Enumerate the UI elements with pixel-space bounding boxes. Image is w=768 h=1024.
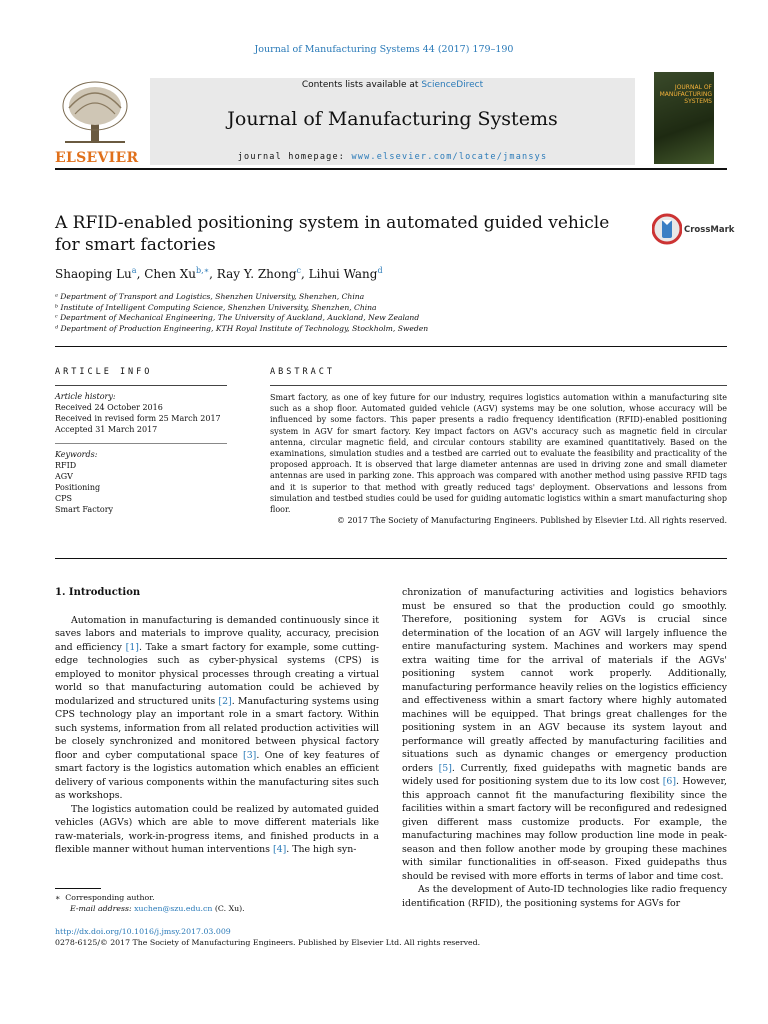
history-entry: Received in revised form 25 March 2017: [55, 414, 221, 423]
citation-link[interactable]: [5]: [438, 762, 452, 774]
abstract-heading: ABSTRACT: [270, 367, 335, 377]
citation-link[interactable]: [1]: [125, 641, 139, 653]
journal-title: Journal of Manufacturing Systems: [227, 108, 558, 130]
keyword: Positioning: [55, 483, 101, 492]
citation-link[interactable]: [3]: [243, 749, 257, 761]
citation-link[interactable]: [2]: [218, 695, 232, 707]
keyword: Smart Factory: [55, 505, 114, 514]
article-info-heading: ARTICLE INFO: [55, 367, 153, 377]
contents-prefix: Contents lists available at: [301, 80, 422, 90]
affiliation: ᶜ Department of Mechanical Engineering, The University of Auckland, Auckland, New Zealand: [55, 313, 420, 323]
abstract-body: [270, 392, 727, 526]
affiliation: ᵃ Department of Transport and Logistics, Shenzhen University, Shenzhen, China: [55, 292, 365, 301]
abstract-rule: [270, 385, 727, 386]
email-suffix: (C. Xu).: [212, 904, 245, 913]
doi-link[interactable]: http://dx.doi.org/10.1016/j.jmsy.2017.03.009: [55, 927, 231, 936]
paragraph: As the development of Auto-ID technologies like radio frequency identification (RFID), the positioning systems for AGVs for: [402, 884, 727, 909]
affiliation: ᵈ Department of Production Engineering, KTH Royal Institute of Technology, Stockholm, Sweden: [55, 324, 429, 334]
history-entry: Accepted 31 March 2017: [55, 425, 158, 434]
author-list: Shaoping Lu$^a$, Chen $Xu^{b,∗}$, Ray Y. Zhong$^c$, Lihui Wang$^d$: [55, 266, 383, 281]
article-info-rule: [55, 385, 227, 386]
header-divider: [55, 168, 727, 170]
abstract-divider: [55, 558, 727, 559]
section-divider: [55, 346, 727, 347]
body-column-left: [55, 586, 379, 857]
corresponding-author-note: Corresponding author.: [65, 893, 155, 902]
keyword: CPS: [55, 494, 72, 503]
history-entry: Received 24 October 2016: [55, 403, 163, 412]
author-name: Shaoping Lu: [55, 267, 132, 281]
article-history: [55, 391, 221, 435]
paragraph: The logistics automation could be realized by automated guided vehicles (AGVs) which are able to move different materials like raw-materials, work-in-progress items, and finished products in a flexible manner without human interventions [4]. The high syn-: [55, 803, 379, 855]
keywords-label: Keywords:: [55, 450, 98, 459]
publication-notes: [55, 926, 480, 948]
keyword: RFID: [55, 461, 77, 470]
elsevier-wordmark: ELSEVIER: [55, 150, 139, 166]
paragraph: Automation in manufacturing is demanded continuously since it saves labors and materials to improve quality, accuracy, precision and efficiency [1]. Take a smart factory for example, some cutting-edge technologies such as cyber-physical systems (CPS) is employed to monitor physical processes through creating a virtual world so that manufacturing automation could be achieved by modularized and structured units [2]. Manufacturing systems using CPS technology play an important role in a smart factory. Within such systems, information from all related production activities will be closely synchronized and monitored between physical factory floor and cyber computational space [3]. One of key features of smart factory is the logistics automation which enables an efficient delivery of various components within the manufacturing sites such as workshops.: [55, 614, 380, 801]
affiliation-list: [55, 292, 428, 335]
sciencedirect-link[interactable]: ScienceDirect: [421, 80, 484, 90]
footnote-rule: [55, 888, 101, 889]
author-affiliation-marker[interactable]: c: [296, 266, 302, 275]
author-affiliation-marker[interactable]: b,∗: [196, 266, 210, 275]
author-affiliation-marker[interactable]: d: [377, 266, 383, 275]
journal-cover-title: JOURNAL OF MANUFACTURING SYSTEMS: [659, 84, 712, 105]
body-column-right: [402, 586, 727, 910]
homepage-prefix: journal homepage:: [237, 152, 352, 162]
footnote: [55, 892, 245, 914]
email-label: E-mail address:: [70, 904, 135, 913]
affiliation: ᵇ Institute of Intelligent Computing Science, Shenzhen University, Shenzhen, China: [55, 302, 377, 312]
author-name: Chen Xu: [144, 267, 197, 281]
homepage-link[interactable]: www.elsevier.com/locate/jmansys: [351, 152, 548, 162]
section-heading-introduction: 1. Introduction: [55, 587, 141, 598]
journal-reference-link[interactable]: Journal of Manufacturing Systems 44 (2017) 179–190: [254, 44, 514, 55]
paragraph: chronization of manufacturing activities and logistics behaviors must be ensured so that the production could go smoothly. Therefore, positioning system for AGVs is crucial since determination of the location of an AGV will largely influence the entire manufacturing system. Machines and workers may spend extra waiting time for the arrival of materials if the AGVs' positioning system cannot work properly. Additionally, manufacturing performance heavily relies on the logistics efficiency and effectiveness within a smart factory where highly automated machines will be equipped. That brings great challenges for the positioning system in an AGV because its system layout and performance will greatly affected by manufacturing facilities and situations such as dynamic changes or emergency production orders [5]. Currently, fixed guidepaths with magnetic bands are widely used for positioning system due to its low cost [6]. However, this approach cannot fit the manufacturing flexibility since the facilities within a smart factory will be reconfigured and redesigned given different mass customize products. For example, the manufacturing machines may follow production line mode in peak-season and then follow another mode by grouping these machines with similar functionalities in off-season. Fixed guidepaths thus should be revised with more efforts in terms of labor and time cost.: [402, 587, 727, 882]
footnote-marker: ∗: [55, 893, 61, 902]
abstract-copyright: © 2017 The Society of Manufacturing Engineers. Published by Elsevier Ltd. All rights reserved.: [336, 516, 727, 526]
paper-title: A RFID-enabled positioning system in automated guided vehicle for smart factories: [55, 213, 610, 255]
homepage-line: [150, 152, 635, 162]
author-name: Ray Y. Zhong: [216, 267, 297, 281]
citation-link[interactable]: [6]: [662, 776, 677, 787]
issn-copyright: 0278-6125/© 2017 The Society of Manufacturing Engineers. Published by Elsevier Ltd. All rights reserved.: [55, 938, 481, 947]
author-affiliation-marker[interactable]: a: [131, 266, 137, 275]
citation-link[interactable]: [4]: [272, 844, 287, 855]
author-name: Lihui Wang: [308, 267, 378, 281]
history-label: Article history:: [55, 392, 116, 401]
keywords-list: [55, 449, 113, 515]
email-link[interactable]: xuchen@szu.edu.cn: [134, 904, 213, 913]
history-rule: [55, 443, 227, 444]
contents-line: [150, 80, 635, 90]
keyword: AGV: [55, 472, 73, 481]
abstract-text: Smart factory, as one of key future for our industry, requires logistics automation within a manufacturing site such as a shop floor. Automated guided vehicle (AGV) systems may be one solution, whose accuracy will be influenced by some factors. This paper presents a radio frequency identification (RFID)-enabled positioning system in AGV for smart factory. Key impact factors on AGV's accuracy such as magnetic field in circular antenna, circular magnetic field, and circular contours stability are examined quantitatively. Based on the examinations, simulation studies and a testbed are carried out to evaluate the feasibility and practicality of the proposed approach. It is observed that large diameter antennas are used in driving zone and small diameter antennas are used in parking zone. This approach was compared with another method using passive RFID tags and it is superior to that method with greatly reduced tags' deployment. Observations and lessons from simulation and testbed studies could be used for guiding automatic logistics within a smart manufacturing shop floor.: [270, 393, 727, 515]
crossmark-label[interactable]: CrossMark: [684, 225, 735, 235]
